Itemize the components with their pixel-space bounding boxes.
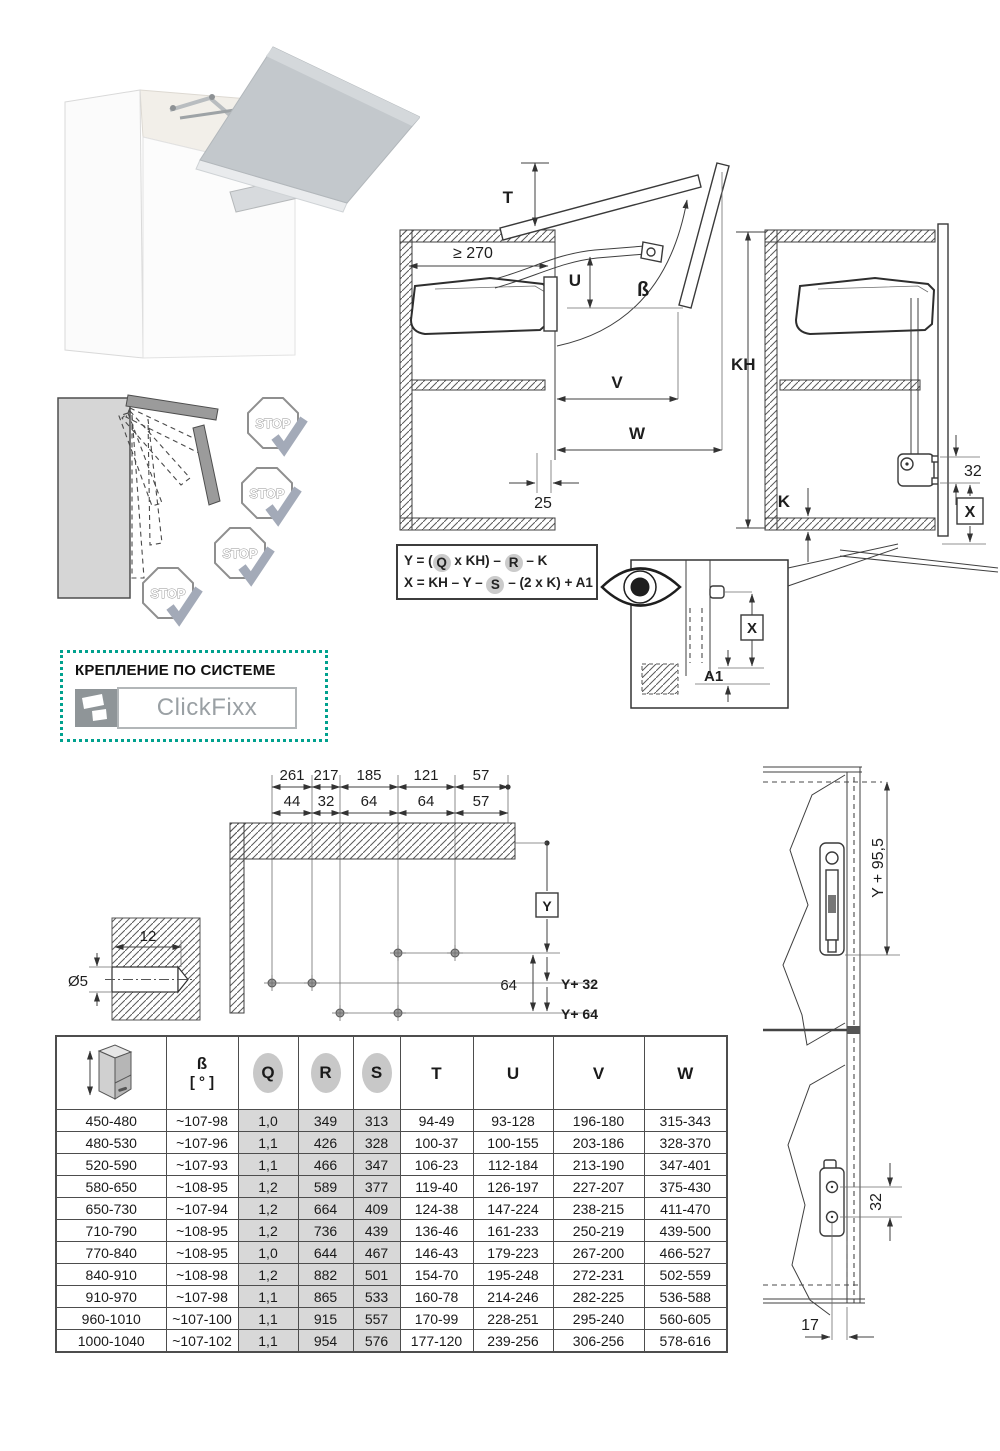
- dim-32: 32: [317, 793, 335, 810]
- table-cell: 213-190: [553, 1154, 644, 1176]
- dim-57b: 57: [472, 793, 490, 810]
- stop-sign: [215, 528, 271, 579]
- table-cell: 480-530: [56, 1132, 166, 1154]
- visible-edge-detail-diagram: [600, 538, 900, 730]
- eye-pupil: [631, 578, 650, 597]
- table-cell: 1,1: [238, 1330, 298, 1353]
- table-cell: 1,1: [238, 1308, 298, 1330]
- header-s: S: [353, 1036, 400, 1110]
- dim-32: 32: [964, 463, 982, 480]
- dim-dia5: Ø5: [68, 973, 89, 990]
- table-cell: 840-910: [56, 1264, 166, 1286]
- table-cell: 954: [298, 1330, 353, 1353]
- table-row: [56, 1198, 727, 1220]
- carcase-top: [765, 230, 935, 242]
- table-cell: ~108-98: [166, 1264, 238, 1286]
- table-cell: ~108-95: [166, 1176, 238, 1198]
- dim-64: 64: [360, 793, 378, 810]
- table-cell: 214-246: [473, 1286, 553, 1308]
- table-cell: 1000-1040: [56, 1330, 166, 1353]
- table-cell: 1,1: [238, 1286, 298, 1308]
- dim-12: 12: [139, 928, 157, 945]
- table-cell: 960-1010: [56, 1308, 166, 1330]
- table-cell: 466: [298, 1154, 353, 1176]
- dim-u: U: [568, 271, 581, 290]
- dim-t: T: [502, 188, 513, 207]
- bracket-pivot-dot: [905, 462, 908, 465]
- table-cell: 770-840: [56, 1242, 166, 1264]
- cabinet-height-header: [56, 1036, 166, 1110]
- table-cell: 313: [353, 1110, 400, 1132]
- dim-row-increments: [272, 793, 508, 813]
- section-diagram-open: [395, 158, 750, 560]
- table-row: [56, 1154, 727, 1176]
- bottom-panel-section: [642, 664, 678, 694]
- table-cell: 501: [353, 1264, 400, 1286]
- table-cell: 520-590: [56, 1154, 166, 1176]
- table-row: [56, 1132, 727, 1154]
- table-cell: 349: [298, 1110, 353, 1132]
- dim-x: X: [746, 620, 758, 637]
- stop-sign: [242, 468, 298, 519]
- table-row: [56, 1176, 727, 1198]
- table-cell: 147-224: [473, 1198, 553, 1220]
- table-cell: 439: [353, 1220, 400, 1242]
- cabinet-photo-illustration: [60, 40, 420, 360]
- table-cell: 267-200: [553, 1242, 644, 1264]
- dim-k: K: [777, 492, 790, 511]
- dim-min-width: ≥ 270: [453, 245, 493, 262]
- table-row: [56, 1264, 727, 1286]
- dim-y: Y: [542, 898, 552, 914]
- cabinet-height-icon: [83, 1041, 139, 1103]
- table-cell: 106-23: [400, 1154, 473, 1176]
- table-cell: 272-231: [553, 1264, 644, 1286]
- table-cell: 1,2: [238, 1264, 298, 1286]
- detail-pointer: [788, 544, 898, 568]
- table-cell: 560-605: [644, 1308, 727, 1330]
- table-row: [56, 1220, 727, 1242]
- table-cell: 126-197: [473, 1176, 553, 1198]
- dim-y955: Y + 95,5: [870, 838, 887, 898]
- section-diagram-closed: [728, 158, 1000, 578]
- table-row: [56, 1242, 727, 1264]
- formula-box: [396, 544, 598, 600]
- header-t: T: [400, 1036, 473, 1110]
- cabinet-side-panel: [58, 398, 130, 598]
- table-cell: ~107-93: [166, 1154, 238, 1176]
- table-cell: 450-480: [56, 1110, 166, 1132]
- drill-hole-section-detail: [68, 918, 200, 1020]
- header-q: Q: [238, 1036, 298, 1110]
- table-cell: 228-251: [473, 1308, 553, 1330]
- vertical-dim-chain: [277, 840, 598, 1022]
- table-row: [56, 1286, 727, 1308]
- drilling-pattern-diagram: [55, 755, 610, 1040]
- shelf: [780, 380, 920, 390]
- door-stop-diagram: [40, 383, 335, 641]
- table-cell: ~107-100: [166, 1308, 238, 1330]
- clickfixx-wordmark: ClickFixx: [117, 687, 297, 729]
- dim-64b: 64: [417, 793, 435, 810]
- dim-261: 261: [279, 767, 305, 784]
- table-cell: 439-500: [644, 1220, 727, 1242]
- table-body: [56, 1110, 727, 1353]
- dim-x: X: [964, 504, 976, 521]
- q-highlight: Q: [433, 554, 451, 572]
- dim-217: 217: [313, 767, 339, 784]
- table-cell: 664: [298, 1198, 353, 1220]
- mounting-plate: [820, 843, 844, 955]
- dim-v: V: [611, 373, 623, 392]
- dim-57: 57: [472, 767, 490, 784]
- table-cell: 170-99: [400, 1308, 473, 1330]
- table-cell: 409: [353, 1198, 400, 1220]
- drill-hole: [390, 1005, 406, 1021]
- table-cell: 533: [353, 1286, 400, 1308]
- dim-25: 25: [534, 495, 552, 512]
- table-cell: 112-184: [473, 1154, 553, 1176]
- shelf-joint: [847, 1026, 860, 1034]
- table-cell: 710-790: [56, 1220, 166, 1242]
- drill-hole: [390, 945, 406, 961]
- table-cell: 179-223: [473, 1242, 553, 1264]
- table-cell: 576: [353, 1330, 400, 1353]
- stop-text: STOP: [255, 416, 291, 431]
- table-cell: 315-343: [644, 1110, 727, 1132]
- stop-text: STOP: [249, 486, 285, 501]
- table-cell: 119-40: [400, 1176, 473, 1198]
- hinge-dot: [170, 105, 176, 111]
- drill-hole: [447, 945, 463, 961]
- carcase-side-section: [230, 823, 244, 1013]
- header-v: V: [553, 1036, 644, 1110]
- table-cell: 865: [298, 1286, 353, 1308]
- table-cell: 644: [298, 1242, 353, 1264]
- table-cell: ~107-94: [166, 1198, 238, 1220]
- side-rail-diagram: [750, 755, 1000, 1365]
- drill-hole: [264, 975, 280, 991]
- table-cell: 160-78: [400, 1286, 473, 1308]
- stop-text: STOP: [222, 546, 258, 561]
- stop-sign: [248, 398, 304, 449]
- door-position-open: [126, 395, 218, 420]
- dim-a1: A1: [704, 668, 724, 685]
- r-highlight: R: [505, 554, 523, 572]
- table-cell: 375-430: [644, 1176, 727, 1198]
- table-cell: 910-970: [56, 1286, 166, 1308]
- table-cell: 136-46: [400, 1220, 473, 1242]
- header-w: W: [644, 1036, 727, 1110]
- dim-121: 121: [413, 767, 439, 784]
- table-cell: 238-215: [553, 1198, 644, 1220]
- dim-64-gap: 64: [500, 977, 517, 994]
- table-cell: 196-180: [553, 1110, 644, 1132]
- table-cell: 295-240: [553, 1308, 644, 1330]
- mounting-system-badge: [60, 650, 328, 742]
- stop-sign: [143, 568, 199, 619]
- table-cell: 195-248: [473, 1264, 553, 1286]
- table-cell: 882: [298, 1264, 353, 1286]
- table-cell: 557: [353, 1308, 400, 1330]
- table-cell: 580-650: [56, 1176, 166, 1198]
- table-cell: 93-128: [473, 1110, 553, 1132]
- header-u: U: [473, 1036, 553, 1110]
- dimensions-table: [55, 1035, 728, 1353]
- table-cell: ~107-96: [166, 1132, 238, 1154]
- dimensions-table-wrap: [55, 1035, 728, 1353]
- table-header-row: [56, 1036, 727, 1110]
- table-cell: 328-370: [644, 1132, 727, 1154]
- table-cell: 466-527: [644, 1242, 727, 1264]
- table-cell: 650-730: [56, 1198, 166, 1220]
- cabinet-left-panel: [65, 90, 143, 358]
- table-cell: ~108-95: [166, 1242, 238, 1264]
- table-cell: 227-207: [553, 1176, 644, 1198]
- table-cell: 589: [298, 1176, 353, 1198]
- header-r: R: [298, 1036, 353, 1110]
- table-cell: 203-186: [553, 1132, 644, 1154]
- table-cell: 239-256: [473, 1330, 553, 1353]
- formula-line-x: X = KH – Y – S – (2 x K) + A1: [404, 575, 593, 592]
- dim-beta: ß: [637, 279, 650, 301]
- closed-door-panel: [938, 224, 948, 536]
- drill-hole: [304, 975, 320, 991]
- mechanism-bracket: [544, 277, 557, 331]
- table-cell: 736: [298, 1220, 353, 1242]
- shelf: [412, 380, 545, 390]
- table-cell: 1,1: [238, 1154, 298, 1176]
- table-cell: 377: [353, 1176, 400, 1198]
- dim-y32: Y+ 32: [561, 976, 598, 992]
- table-cell: ~108-95: [166, 1220, 238, 1242]
- detail-pointer: [788, 548, 898, 586]
- extension-lines: [272, 775, 508, 1012]
- dim-y64: Y+ 64: [561, 1006, 598, 1022]
- table-cell: 146-43: [400, 1242, 473, 1264]
- table-cell: 502-559: [644, 1264, 727, 1286]
- table-cell: ~107-102: [166, 1330, 238, 1353]
- clickfixx-logo-icon: [75, 689, 117, 727]
- header-beta: ß [ ° ]: [166, 1036, 238, 1110]
- table-cell: 328: [353, 1132, 400, 1154]
- table-cell: 282-225: [553, 1286, 644, 1308]
- drill-hole: [332, 1005, 348, 1021]
- table-cell: 467: [353, 1242, 400, 1264]
- dim-row-cumulative: [272, 767, 511, 790]
- table-cell: 306-256: [553, 1330, 644, 1353]
- door-flap-upper: [500, 175, 701, 240]
- table-cell: 177-120: [400, 1330, 473, 1353]
- door-position-mid: [193, 425, 220, 505]
- table-row: [56, 1308, 727, 1330]
- table-cell: 100-155: [473, 1132, 553, 1154]
- table-cell: 1,1: [238, 1132, 298, 1154]
- table-cell: 250-219: [553, 1220, 644, 1242]
- table-cell: 124-38: [400, 1198, 473, 1220]
- table-cell: 1,2: [238, 1198, 298, 1220]
- carcase-bottom: [400, 518, 555, 530]
- table-cell: 578-616: [644, 1330, 727, 1353]
- table-row: [56, 1110, 727, 1132]
- badge-title: КРЕПЛЕНИЕ ПО СИСТЕМЕ: [75, 662, 276, 679]
- table-cell: 100-37: [400, 1132, 473, 1154]
- table-cell: 1,2: [238, 1176, 298, 1198]
- table-cell: 94-49: [400, 1110, 473, 1132]
- table-cell: 347-401: [644, 1154, 727, 1176]
- table-cell: 1,0: [238, 1242, 298, 1264]
- carcase-top-section: [230, 823, 515, 859]
- carcase-side: [765, 230, 777, 530]
- dim-185: 185: [356, 767, 382, 784]
- carcase-bottom: [765, 518, 935, 530]
- table-cell: 536-588: [644, 1286, 727, 1308]
- table-cell: ~107-98: [166, 1286, 238, 1308]
- dim-32: 32: [868, 1193, 885, 1211]
- table-cell: 426: [298, 1132, 353, 1154]
- table-cell: ~107-98: [166, 1110, 238, 1132]
- table-cell: 154-70: [400, 1264, 473, 1286]
- table-cell: 915: [298, 1308, 353, 1330]
- hinge-pivot: [647, 248, 655, 256]
- carcase-side: [400, 230, 412, 530]
- dim-44: 44: [283, 793, 301, 810]
- table-cell: 411-470: [644, 1198, 727, 1220]
- table-cell: 1,2: [238, 1220, 298, 1242]
- dowel-pin: [710, 586, 724, 598]
- table-cell: 1,0: [238, 1110, 298, 1132]
- stop-signs: [143, 398, 304, 619]
- formula-line-y: Y = ( Q x KH) – R – K: [404, 553, 548, 570]
- table-cell: 347: [353, 1154, 400, 1176]
- stop-text: STOP: [150, 586, 186, 601]
- hinge-dot: [209, 94, 215, 100]
- dim-w: W: [628, 424, 646, 443]
- table-row: [56, 1330, 727, 1353]
- dim-17: 17: [801, 1317, 819, 1334]
- badge-logo-row: [75, 687, 315, 729]
- dim-kh: KH: [731, 355, 756, 374]
- s-highlight: S: [486, 576, 504, 594]
- table-cell: 161-233: [473, 1220, 553, 1242]
